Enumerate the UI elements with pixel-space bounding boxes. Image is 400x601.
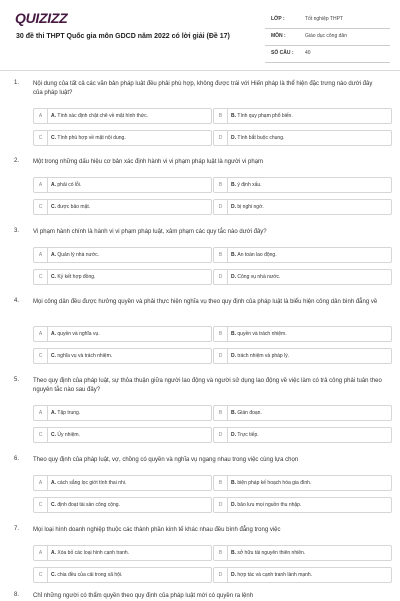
option-d[interactable] [213, 427, 392, 443]
option-d[interactable] [213, 269, 392, 285]
option-a[interactable] [33, 326, 212, 342]
option-a[interactable] [33, 475, 212, 491]
option-text: D. Trực tiếp. [231, 432, 259, 438]
option-letter: A [34, 109, 48, 123]
option-d[interactable] [213, 567, 392, 583]
option-text: C. chia đều của cải trong xã hội. [51, 572, 123, 578]
option-text: B. An toàn lao động. [231, 252, 277, 258]
option-letter: C [34, 498, 48, 512]
meta-label: LỚP : [271, 16, 285, 22]
question-number: 5. [14, 377, 20, 383]
question-number: 4. [14, 298, 20, 304]
option-b[interactable] [213, 545, 392, 561]
option-text: C. được bảo mật. [51, 204, 91, 210]
option-letter: A [34, 546, 48, 560]
option-b[interactable] [213, 247, 392, 263]
option-text: D. Tính bắt buộc chung. [231, 135, 285, 141]
option-letter: D [214, 428, 228, 442]
option-a[interactable] [33, 545, 212, 561]
option-letter: B [214, 546, 228, 560]
option-letter: D [214, 349, 228, 363]
option-text: D. Công vụ nhà nước. [231, 274, 281, 280]
option-text: B. Gián đoạn. [231, 410, 262, 416]
question-number: 8. [14, 592, 20, 598]
option-text: B. quyền và trách nhiệm. [231, 331, 287, 337]
option-letter: C [34, 200, 48, 214]
option-text: A. cách sắng lọc giới tính thai nhi. [51, 480, 127, 486]
question-number: 1. [14, 80, 20, 86]
option-d[interactable] [213, 130, 392, 146]
option-letter: D [214, 131, 228, 145]
option-text: D. hợp tác và cạnh tranh lành mạnh. [231, 572, 313, 578]
meta-label: MÔN : [271, 33, 286, 39]
option-letter: C [34, 428, 48, 442]
quizizz-logo: QUIZIZZ [15, 10, 68, 26]
option-text: B. ý định xấu. [231, 182, 262, 188]
option-letter: C [34, 131, 48, 145]
question-text: Theo quy định của pháp luật, vợ, chồng có quyền và nghĩa vụ ngang nhau trong việc cùng lựa chọn [33, 457, 299, 463]
option-b[interactable] [213, 108, 392, 124]
meta-value: Tốt nghiệp THPT [305, 16, 343, 22]
option-a[interactable] [33, 177, 212, 193]
question-text: Nội dung của tất cả các văn bản pháp luật đều phải phù hợp, không được trái với Hiến pháp là thể hiện đặc trưng nào dưới đây của pháp luật? [33, 81, 373, 96]
meta-value: Giáo dục công dân [305, 33, 347, 39]
option-letter: A [34, 178, 48, 192]
option-letter: A [34, 327, 48, 341]
option-c[interactable] [33, 199, 212, 215]
question-number: 2. [14, 158, 20, 164]
option-d[interactable] [213, 497, 392, 513]
option-d[interactable] [213, 199, 392, 215]
option-text: B. biện pháp kế hoạch hóa gia đình. [231, 480, 312, 486]
header-divider [0, 70, 400, 71]
option-a[interactable] [33, 405, 212, 421]
option-c[interactable] [33, 567, 212, 583]
meta-row-class [265, 12, 390, 29]
meta-value: 40 [305, 50, 311, 56]
option-b[interactable] [213, 177, 392, 193]
option-a[interactable] [33, 108, 212, 124]
option-text: C. Tính phù hợp về mặt nội dung. [51, 135, 126, 141]
option-text: D. bị nghi ngờ. [231, 204, 264, 210]
option-text: D. bảo lưu mọi nguồn thu nhập. [231, 502, 302, 508]
option-letter: D [214, 270, 228, 284]
option-text: A. Quản lý nhà nước. [51, 252, 100, 258]
option-letter: C [34, 270, 48, 284]
worksheet-title: 30 đề thi THPT Quốc gia môn GDCD năm 2022 có lời giải (Đề 17) [16, 33, 230, 40]
option-text: A. Tính xác định chặt chẽ về mặt hình thức. [51, 113, 149, 119]
option-letter: D [214, 200, 228, 214]
worksheet-meta-table [265, 12, 390, 63]
meta-label: SỐ CÂU : [271, 50, 294, 56]
option-a[interactable] [33, 247, 212, 263]
option-text: B. Tính quy phạm phổ biến. [231, 113, 293, 119]
option-letter: A [34, 406, 48, 420]
question-number: 6. [14, 456, 20, 462]
option-d[interactable] [213, 348, 392, 364]
option-text: A. Xóa bỏ các loại hình cạnh tranh. [51, 550, 130, 556]
option-letter: B [214, 406, 228, 420]
option-text: A. phải có lỗi. [51, 182, 82, 188]
option-b[interactable] [213, 326, 392, 342]
option-text: C. nghĩa vụ và trách nhiệm. [51, 353, 113, 359]
option-letter: B [214, 178, 228, 192]
meta-row-question-count [265, 46, 390, 63]
worksheet-header [0, 0, 400, 62]
question-text: Một trong những dấu hiệu cơ bản xác định hành vi vi phạm pháp luật là người vi phạm [33, 159, 264, 165]
option-letter: D [214, 568, 228, 582]
option-c[interactable] [33, 497, 212, 513]
option-text: D. trách nhiệm và pháp lý. [231, 353, 290, 359]
option-letter: C [34, 349, 48, 363]
option-letter: B [214, 476, 228, 490]
option-b[interactable] [213, 405, 392, 421]
option-letter: A [34, 476, 48, 490]
option-text: B. sở hữu tài nguyên thiên nhiên. [231, 550, 306, 556]
option-text: C. Kỷ kết hợp đồng. [51, 274, 96, 280]
option-letter: C [34, 568, 48, 582]
question-text: Chỉ những người có thẩm quyền theo quy định của pháp luật mới có quyền ra lệnh [33, 593, 254, 599]
option-letter: D [214, 498, 228, 512]
question-text: Mọi công dân đều được hưởng quyền và phải thực hiện nghĩa vụ theo quy định của pháp luật là biểu hiện công dân bình đẳng về [33, 299, 378, 305]
option-text: C. định đoạt tài sản công cộng. [51, 502, 120, 508]
question-text: Vi phạm hành chính là hành vi vi phạm pháp luật, xâm phạm các quy tắc nào dưới đây? [33, 229, 267, 235]
option-c[interactable] [33, 269, 212, 285]
option-letter: B [214, 109, 228, 123]
option-c[interactable] [33, 427, 212, 443]
option-text: A. Tập trung. [51, 410, 81, 416]
question-text: Theo quy định của pháp luật, sự thỏa thuận giữa người lao động và người sử dụng lao động về việc làm có trả công phải tuân theo nguyên tắc nào sau đây? [33, 378, 382, 393]
option-letter: B [214, 248, 228, 262]
question-number: 7. [14, 526, 20, 532]
option-text: C. Ủy nhiệm. [51, 432, 80, 438]
option-text: A. quyền và nghĩa vụ. [51, 331, 100, 337]
option-b[interactable] [213, 475, 392, 491]
question-number: 3. [14, 228, 20, 234]
option-c[interactable] [33, 130, 212, 146]
option-letter: B [214, 327, 228, 341]
question-text: Mọi loại hình doanh nghiệp thuộc các thành phần kinh tế khác nhau đều bình đẳng trong việc [33, 527, 281, 533]
option-letter: A [34, 248, 48, 262]
option-c[interactable] [33, 348, 212, 364]
meta-row-subject [265, 29, 390, 46]
